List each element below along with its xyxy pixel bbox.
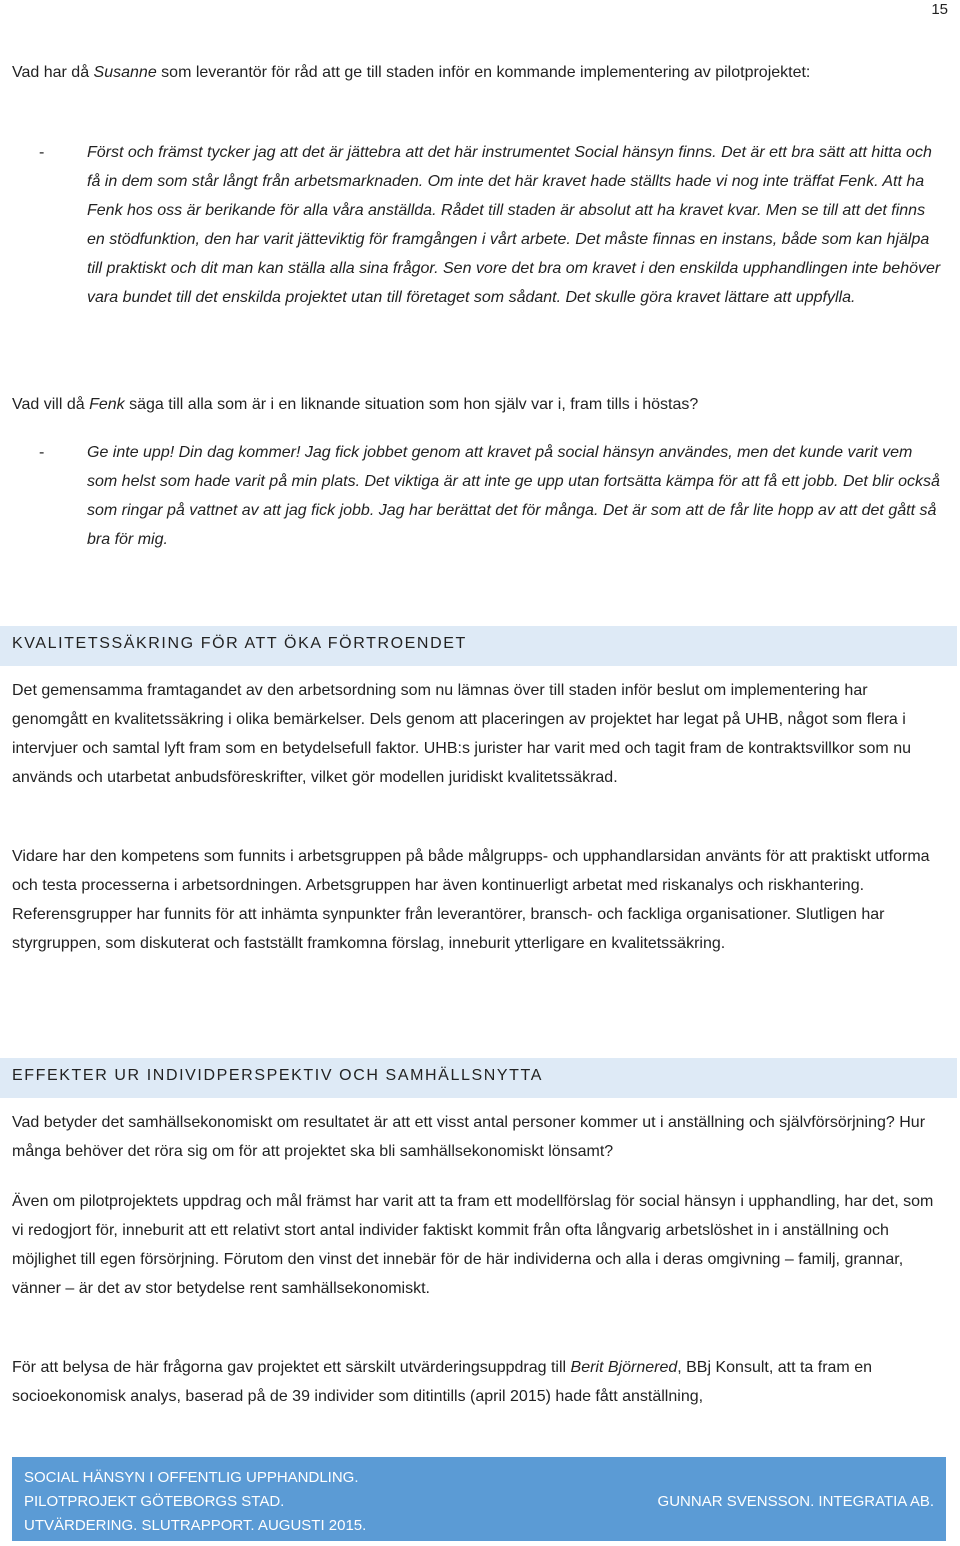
list-dash: - [39,144,45,161]
footer-title-block [24,1466,366,1538]
footer-line-1: SOCIAL HÄNSYN I OFFENTLIG UPPHANDLING. [24,1469,359,1486]
section-heading-quality [0,626,957,666]
page-number: 15 [931,1,948,18]
name-berit: Berit Björnered [570,1359,678,1376]
quality-paragraph-1: Det gemensamma framtagandet av den arbetsordning som nu lämnas över till staden inför beslut om implementering har genomgått en kvalitetssäkring i olika bemärkelser. Dels genom att placeringen av projektet har legat på UHB, något som flera i intervjuer och samtal lyft fram som en betydelsefull faktor. UHB:s jurister har varit med och tagit fram de kontraktsvillkor som nu används och utarbetat anbudsföreskrifter, vilket gör modellen juridiskt kvalitetssäkrad. [12,682,911,786]
footer-author: GUNNAR SVENSSON. INTEGRATIA AB. [657,1493,934,1510]
page-footer [12,1457,946,1541]
name-fenk: Fenk [89,396,125,413]
name-susanne: Susanne [93,64,157,81]
effects-paragraph-3: För att belysa de här frågorna gav projektet ett särskilt utvärderingsuppdrag till Berit Björnered, BBj Konsult, att ta fram en socioekonomisk analys, baserad på de 39 individer som ditintills (april 2015) hade fått anställning, [12,1359,872,1405]
effects-paragraph-1: Vad betyder det samhällsekonomiskt om resultatet är att ett visst antal personer kommer ut i anställning och självförsörjning? Hur många behöver det röra sig om för att projektet ska bli samhällsekonomiskt lönsamt? [12,1114,926,1160]
answer-fenk-text: Ge inte upp! Din dag kommer! Jag fick jobbet genom att kravet på social hänsyn användes, men det kunde varit vem som helst som hade varit på min plats. Det viktiga är att inte ge upp utan fortsätta kämpa för att få ett jobb. Det blir också som ringar på vattnet av att jag fick jobb. Jag har berättat det för många. Det är som att de får lite hopp av att det gått så bra för mig. [87,444,940,548]
list-dash: - [39,444,45,461]
section-heading-effects-text: EFFEKTER UR INDIVIDPERSPEKTIV OCH SAMHÄLLSNYTTA [12,1067,543,1084]
section-heading-effects [0,1058,957,1098]
footer-line-3: UTVÄRDERING. SLUTRAPPORT. AUGUSTI 2015. [24,1517,367,1534]
answer-fenk [12,438,946,554]
answer-susanne-text: Först och främst tycker jag att det är jättebra att det här instrumentet Social hänsyn finns. Det är ett bra sätt att hitta och få in dem som står långt från arbetsmarknaden. Om inte det här kravet hade ställts hade vi nog inte träffat Fenk. Att ha Fenk hos oss är berikande för alla våra anställda. Rådet till staden är absolut att ha kravet kvar. Men se till att det finns en stödfunktion, den har varit jätteviktig för framgången i vårt arbete. Det måste finnas en instans, både som kan hjälpa till praktiskt och dit man kan ställa alla sina frågor. Sen vore det bra om kravet i den enskilda upphandlingen inte behöver vara bundet till det enskilda projektet utan till företaget som sådant. Det skulle göra kravet lättare att uppfylla. [87,144,941,306]
effects-paragraph-2: Även om pilotprojektets uppdrag och mål främst har varit att ta fram ett modellförslag för social hänsyn i upphandling, har det, som vi redogjort för, inneburit att ett relativt stort antal individer faktiskt kommit från ofta långvarig arbetslöshet in i anställning och möjlighet till egen försörjning. Förutom den vinst det innebär för de här individerna och alla i deras omgivning – familj, grannar, vänner – är det av stor betydelse rent samhällsekonomiskt. [12,1193,934,1297]
footer-line-2: PILOTPROJEKT GÖTEBORGS STAD. [24,1493,285,1510]
answer-susanne [12,138,946,312]
section-heading-quality-text: KVALITETSSÄKRING FÖR ATT ÖKA FÖRTROENDET [12,635,467,652]
question-fenk: Vad vill då Fenk säga till alla som är i en liknande situation som hon själv var i, fram tills i höstas? [12,396,699,413]
question-susanne: Vad har då Susanne som leverantör för råd att ge till staden inför en kommande implementering av pilotprojektet: [12,64,811,81]
quality-paragraph-2: Vidare har den kompetens som funnits i arbetsgruppen på både målgrupps- och upphandlarsidan använts för att praktiskt utforma och testa processerna i arbetsordningen. Arbetsgruppen har även kontinuerligt arbetat med riskanalys och riskhantering. Referensgrupper har funnits för att inhämta synpunkter från leverantörer, bransch- och fackliga organisationer. Slutligen har styrgruppen, som diskuterat och fastställt framkomna förslag, inneburit ytterligare en kvalitetssäkring. [12,848,930,952]
